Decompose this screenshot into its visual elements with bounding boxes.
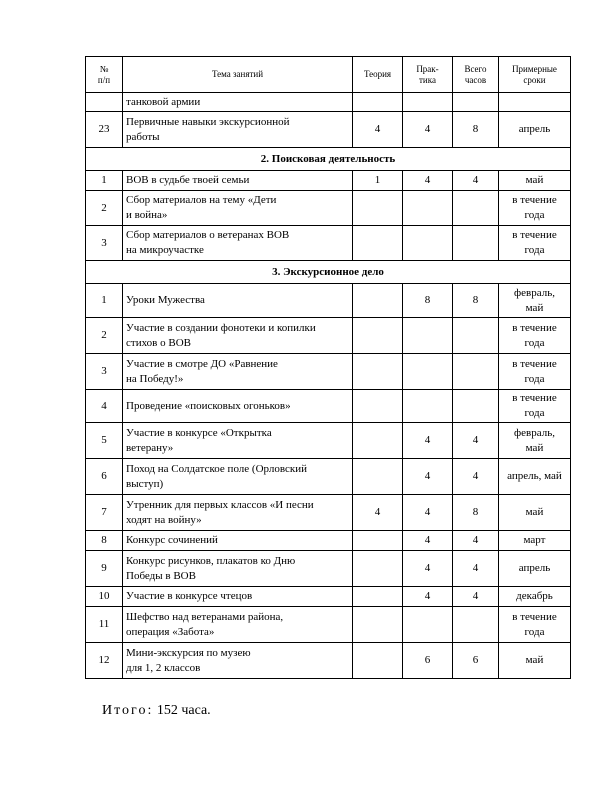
row-total	[453, 226, 499, 261]
row-num: 2	[86, 318, 123, 354]
row-practice	[403, 607, 453, 643]
row-theory: 4	[353, 495, 403, 531]
row-theory	[353, 191, 403, 226]
table-header-row	[86, 57, 571, 93]
row-practice	[403, 354, 453, 390]
row-total: 4	[453, 423, 499, 459]
row-theory	[353, 354, 403, 390]
row-practice	[403, 318, 453, 354]
row-practice: 8	[403, 284, 453, 318]
curriculum-table	[85, 56, 571, 679]
section-title: 3. Экскурсионное дело	[86, 261, 571, 284]
table-row	[86, 587, 571, 607]
row-total	[453, 390, 499, 423]
row-total	[453, 354, 499, 390]
row-topic: Уроки Мужества	[123, 284, 353, 318]
row-topic: Первичные навыки экскурсионной работы	[123, 112, 353, 148]
row-theory	[353, 423, 403, 459]
row-theory	[353, 531, 403, 551]
row-term: в течение года	[499, 226, 571, 261]
row-term: в течение года	[499, 191, 571, 226]
row-theory	[353, 643, 403, 679]
row-term: май	[499, 643, 571, 679]
header-practice: Прак- тика	[403, 57, 453, 93]
row-topic: Конкурс рисунков, плакатов ко Дню Победы в ВОВ	[123, 551, 353, 587]
row-topic: Утренник для первых классов «И песни ходят на войну»	[123, 495, 353, 531]
row-topic: танковой армии	[123, 93, 353, 112]
row-theory	[353, 551, 403, 587]
section-row	[86, 148, 571, 171]
row-practice	[403, 390, 453, 423]
row-num: 4	[86, 390, 123, 423]
row-topic: Участие в конкурсе «Открытка ветерану»	[123, 423, 353, 459]
row-practice: 4	[403, 112, 453, 148]
row-practice: 4	[403, 531, 453, 551]
row-topic: Проведение «поисковых огоньков»	[123, 390, 353, 423]
row-total: 4	[453, 551, 499, 587]
row-term: в течение года	[499, 318, 571, 354]
row-theory: 1	[353, 171, 403, 191]
header-topic: Тема занятий	[123, 57, 353, 93]
row-topic: Сбор материалов о ветеранах ВОВ на микроучастке	[123, 226, 353, 261]
table-row	[86, 354, 571, 390]
row-topic: Участие в конкурсе чтецов	[123, 587, 353, 607]
row-total	[453, 318, 499, 354]
row-theory	[353, 93, 403, 112]
row-practice	[403, 93, 453, 112]
section-row	[86, 261, 571, 284]
row-term: март	[499, 531, 571, 551]
row-practice: 6	[403, 643, 453, 679]
row-practice: 4	[403, 551, 453, 587]
row-practice: 4	[403, 495, 453, 531]
row-total	[453, 607, 499, 643]
row-num: 2	[86, 191, 123, 226]
table-row	[86, 171, 571, 191]
table-row	[86, 191, 571, 226]
row-topic: Участие в смотре ДО «Равнение на Победу!»	[123, 354, 353, 390]
row-term: апрель	[499, 551, 571, 587]
total-value: 152 часа.	[156, 703, 211, 718]
row-term: в течение года	[499, 354, 571, 390]
header-theory: Теория	[353, 57, 403, 93]
row-practice: 4	[403, 459, 453, 495]
row-topic: Конкурс сочинений	[123, 531, 353, 551]
section-title: 2. Поисковая деятельность	[86, 148, 571, 171]
row-theory	[353, 587, 403, 607]
row-topic: ВОВ в судьбе твоей семьи	[123, 171, 353, 191]
row-term: в течение года	[499, 607, 571, 643]
row-theory	[353, 459, 403, 495]
row-practice: 4	[403, 587, 453, 607]
row-practice	[403, 226, 453, 261]
row-topic: Поход на Солдатское поле (Орловский выступ)	[123, 459, 353, 495]
row-total: 8	[453, 495, 499, 531]
table-row	[86, 284, 571, 318]
row-total: 4	[453, 171, 499, 191]
row-theory	[353, 607, 403, 643]
row-term: декабрь	[499, 587, 571, 607]
row-term: в течение года	[499, 390, 571, 423]
table-row	[86, 423, 571, 459]
row-total: 4	[453, 531, 499, 551]
row-num: 9	[86, 551, 123, 587]
row-term: апрель, май	[499, 459, 571, 495]
row-num: 10	[86, 587, 123, 607]
table-row	[86, 390, 571, 423]
row-num: 12	[86, 643, 123, 679]
row-topic: Участие в создании фонотеки и копилки стихов о ВОВ	[123, 318, 353, 354]
row-topic: Сбор материалов на тему «Дети и война»	[123, 191, 353, 226]
row-term: февраль, май	[499, 423, 571, 459]
row-theory	[353, 390, 403, 423]
total-hours-line	[102, 703, 211, 719]
row-topic: Шефство над ветеранами района, операция «Забота»	[123, 607, 353, 643]
row-num: 3	[86, 226, 123, 261]
row-num: 3	[86, 354, 123, 390]
row-theory: 4	[353, 112, 403, 148]
table-row	[86, 643, 571, 679]
row-num: 5	[86, 423, 123, 459]
row-num: 1	[86, 171, 123, 191]
row-total	[453, 93, 499, 112]
table-row	[86, 318, 571, 354]
row-theory	[353, 284, 403, 318]
header-total-hours: Всего часов	[453, 57, 499, 93]
table-row	[86, 495, 571, 531]
table-row	[86, 93, 571, 112]
row-num	[86, 93, 123, 112]
header-num: № п/п	[86, 57, 123, 93]
row-total: 4	[453, 587, 499, 607]
row-practice	[403, 191, 453, 226]
table-row	[86, 112, 571, 148]
row-term: май	[499, 171, 571, 191]
table-row	[86, 226, 571, 261]
row-num: 23	[86, 112, 123, 148]
row-num: 7	[86, 495, 123, 531]
row-topic: Мини-экскурсия по музею для 1, 2 классов	[123, 643, 353, 679]
row-num: 8	[86, 531, 123, 551]
row-term: апрель	[499, 112, 571, 148]
row-num: 11	[86, 607, 123, 643]
row-term: май	[499, 495, 571, 531]
row-theory	[353, 318, 403, 354]
row-num: 1	[86, 284, 123, 318]
row-num: 6	[86, 459, 123, 495]
row-practice: 4	[403, 423, 453, 459]
table-row	[86, 551, 571, 587]
row-total: 8	[453, 284, 499, 318]
row-total: 6	[453, 643, 499, 679]
table-row	[86, 459, 571, 495]
table-row	[86, 531, 571, 551]
row-total: 8	[453, 112, 499, 148]
row-total: 4	[453, 459, 499, 495]
row-total	[453, 191, 499, 226]
row-practice: 4	[403, 171, 453, 191]
table-row	[86, 607, 571, 643]
total-label: Итого:	[102, 703, 154, 718]
row-term	[499, 93, 571, 112]
header-term: Примерные сроки	[499, 57, 571, 93]
row-term: февраль, май	[499, 284, 571, 318]
row-theory	[353, 226, 403, 261]
